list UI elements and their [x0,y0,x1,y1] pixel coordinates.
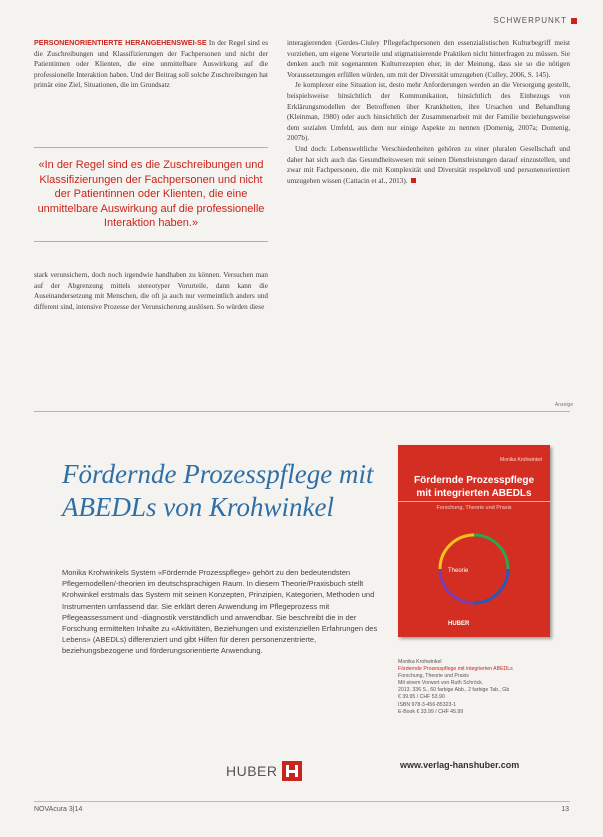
book-info-line: Mit einem Vorwort von Ruth Schröck. [398,680,484,687]
article-column-1-bottom [34,270,268,312]
paragraph [34,38,268,91]
paragraph [287,144,570,186]
book-divider [398,501,550,502]
book-author: Monika Krohwinkel [500,457,542,463]
ad-title-line-1: Fördernde Prozesspflege mit [62,459,374,489]
article-column-1-top [34,38,268,91]
paragraph-text: Und doch: Lebensweltliche Verschiedenheiten gehören zu einer pluralen Gesellschaft und daher hat sich auch das Gesundheitswesen mit seinen Dienstleistungen darauf einzustellen, und zwar mit Fachpersonen, die mit Komplexität und Diversität respektvoll und personenorientiert umzugehen wissen (Cattacin et al., 2013). [287,144,570,185]
ad-tag: Anzeige [554,402,573,408]
book-info [398,659,558,716]
category-marker-icon [571,18,577,24]
book-info-subtitle: Forschung, Theorie und Praxis [398,673,469,680]
book-publisher: HUBER [448,621,470,627]
publisher-logo[interactable] [226,761,302,781]
publisher-url-link[interactable]: www.verlag-hanshuber.com [400,760,520,770]
book-info-price: € 39.95 / CHF 53.90 [398,694,445,701]
section-category [493,16,577,25]
publisher-logo-icon [282,761,302,781]
section-subhead: PERSONENORIENTIERTE HERANGEHENSWEI-SE [34,38,207,47]
book-info-isbn: ISBN 978-3-456-85323-1 [398,701,456,708]
book-subtitle: Forschung, Theorie und Praxis [436,505,512,511]
book-cover[interactable] [398,445,550,637]
logo-text: HUBER [226,763,278,779]
page-number: 13 [561,806,569,813]
paragraph-text: In der Regel sind es die Zuschreibungen und Klassifizierungen der Fachpersonen und nicht der Patientinnen oder Klienten, die eine unmittelbare Auswirkung auf die professionelle Interaktion haben. Und der Beitrag soll solche Zuschreibungen hat primär eine Ziel, Situationen, die im Grundsatz [34,39,268,90]
ad-title-line-2: ABEDLs von Krohwinkel [62,492,334,522]
category-label: SCHWERPUNKT [493,16,567,25]
book-title-line-2: mit integrierten ABEDLs [416,487,532,499]
book-info-author: Monika Krohwinkel [398,659,442,665]
ad-divider [34,411,570,412]
paragraph: interagierenden (Gerdes-Ciuley Pflegefachpersonen den essenzialistischen Kulturbegriff meist vorziehen, um eigene Vorurteile und stigmatisierende Praktiken nicht hinterfragen zu müssen. Sie denken auch mit sogenannten Kulturrezepten eher, in der Meinung, dass sie so die nötigen Voraussetzungen erfüllen würden, um mit der Diversität umzugehen (Culley, 2006, S. 145). [287,39,570,79]
book-diagram-label: Theorie [448,568,469,574]
book-info-title: Fördernde Prozesspflege mit integrierten ABEDLs [398,666,513,673]
book-title-line-1: Fördernde Prozesspflege [413,475,535,486]
pull-quote [34,147,268,242]
ad-body: Monika Krohwinkels System «Fördernde Prozesspflege» gehört zu den bedeutendsten Pflegemodellen/-theorien im deutschsprachigen Raum. In diesem Theorie/Praxisbuch stellt Krohwinkel erstmals das System mit seinen Konzepten, Prinzipien, Kategorien, Methoden und Instrumenten umfassend dar. Sie erklärt deren Anwendung im Pflegeprozess mit Pflegeassessment und -diagnostik verständlich und anwendbar. Sie beschreibt die in der Forschung ermittelten Inhalte zu «Aktivitäten, Beziehungen und existenziellen Erfahrungen des Lebens» (ABEDLs) differenziert und gibt Hilfen für deren personenzentrierte, beziehungsbezogene und förderungsorientierte Anwendung. [62,568,378,656]
paragraph: Je komplexer eine Situation ist, desto mehr Anforderungen werden an die Versorgung gestellt, beispielsweise hinsichtlich der Kommunikation, hinsichtlich des Einbezugs von Erklärungsmodellen der Betroffenen über Krankheiten, ihre Ursachen und Behandlung (Kleinman, 1980) oder auch hinsichtlich der Zusammenarbeit mit der Familie beziehungsweise dem sozialen Umfeld, aus dem nur einige Aspekte zu nennen (Domenig, 2007a; Domenig, 2007b). [287,81,570,143]
book-diagram-icon [418,525,530,615]
paragraph: stark verunsichern, doch noch irgendwie handhaben zu können. Versuchen man auf der Abgrenzung mittels stereotyper Vorurteile, dann kann die Auseinandersetzung mit Menschen, die oft ja auch nur vermeintlich anders und different sind, intensive Prozesse der Verunsicherung auslösen. So würden diese [34,271,268,311]
book-title [398,475,550,500]
footer-divider [34,801,570,802]
book-info-line: 2013. 336 S., 60 farbige Abb., 2 farbige Tab., Gb [398,687,510,694]
end-mark-icon [411,178,416,183]
pull-quote-text: «In der Regel sind es die Zuschreibungen und Klassifizierungen der Fachpersonen und nicht der Patientinnen oder Klienten, die eine unmittelbare Auswirkung auf die professionelle Interaktion haben.» [37,159,265,229]
ad-title [62,458,392,524]
footer-issue: NOVAcura 3|14 [34,806,83,813]
book-info-ebook: E-Book € 33.99 / CHF 45.99 [398,708,464,715]
article-column-2 [287,38,570,186]
